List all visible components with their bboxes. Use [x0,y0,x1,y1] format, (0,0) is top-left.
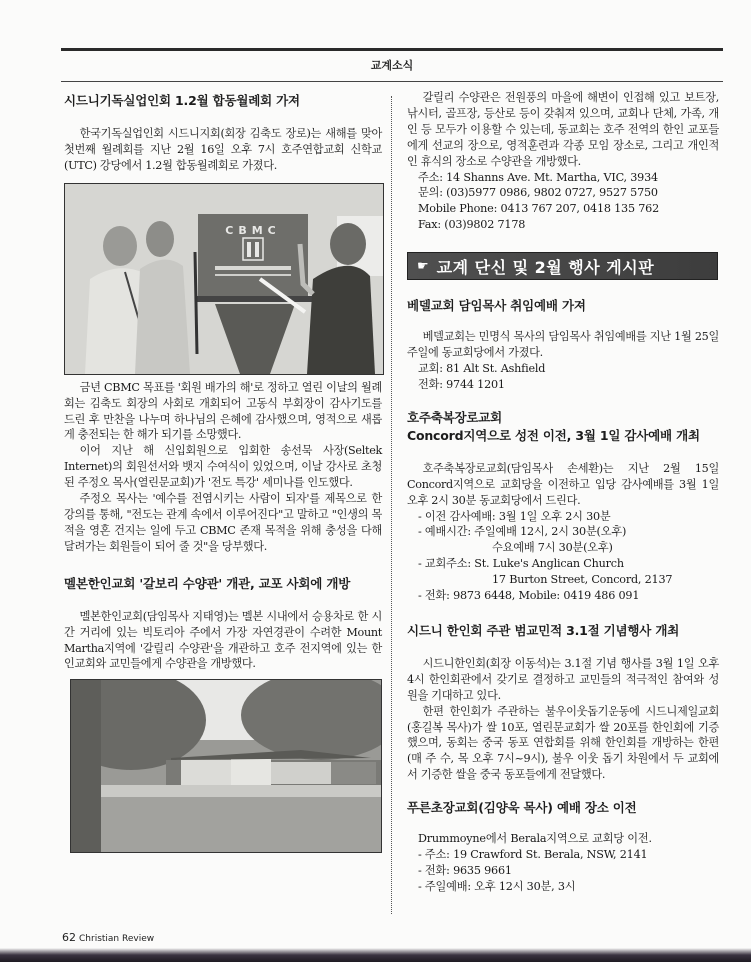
news-bethel-paragraph: 베델교회는 민명식 목사의 담임목사 취임예배를 지난 1월 25일 주일에 동교회당에서 가졌다. [407,330,719,360]
melbourne-mobile-phone: Mobile Phone: 0413 767 207, 0418 135 762 [418,202,659,216]
news-blessing-paragraph: 호주축복장로교회(담임목사 손세환)는 지난 2월 15일 Concord지역으로 교회당을 이전하고 입당 감사예배를 3월 1일 오후 2시 30분 동교회당에서 드린다. [407,461,719,507]
news-blessing-headline-line2: Concord지역으로 성전 이전, 3월 1일 감사예배 개최 [407,427,700,443]
cbmc-photo-illustration [65,184,383,374]
news-korean-society-paragraph-2: 한편 한인회가 주관하는 불우이웃돕기운동에 시드니제일교회(홍길복 목사)가 쌀 10포, 열린문교회가 쌀 20포를 한인회에 기증했으며, 동회는 중국 동포 연합회를 위해 한인회를 개방하는 한편(매 주 수, 목 오후 7시~9시), 불우 이웃 돕기 차원에서 두 교회에서 기증한 쌀을 중국 동포들에게 전달했다. [407,704,719,782]
news-bethel-headline: 베델교회 담임목사 취임예배 가져 [407,298,586,314]
blessing-info-list [407,509,719,604]
right-column [407,90,719,895]
green-pasture-relocation: Drummoyne에서 Berala지역으로 교회당 이전. [418,832,652,846]
news-korean-society-headline: 시드니 한인회 주관 범교민적 3.1절 기념행사 개최 [407,622,680,638]
green-pasture-sunday-service: - 주일예배: 오후 12시 30분, 3시 [418,879,576,893]
bethel-phone: 전화: 9744 1201 [418,377,505,391]
news-green-pasture-headline: 푸른초장교회(김양욱 목사) 예배 장소 이전 [407,800,637,816]
retreat-center-illustration [71,680,381,852]
page-footer [62,931,154,944]
article-cbmc-paragraph-3: 주정오 목사는 '예수를 전염시키는 사람이 되자'를 제목으로 한 강의를 통해, "전도는 관계 속에서 이루어진다"고 말하고 "인생의 목적을 영혼 건지는 일에 두고 CBMC 존재 목적을 위해 충성을 다해 달려가는 회원들이 되어 줄 것"을 당부했다. [64,492,382,553]
article-melbourne-lead: 멜본한인교회(담임목사 지태영)는 멜본 시내에서 승용차로 한 시간 거리에 있는 빅토리아 주에서 가장 자연경관이 수려한 Mount Martha지역에 '갈릴리 수양관'을 개관하고 호주 전지역에 있는 한인교회와 교민들에게 수양관을 개방했다. [64,609,382,671]
pointing-hand-icon: ☛ [417,258,429,274]
green-pasture-phone: - 전화: 9635 9661 [418,864,512,877]
melbourne-address: 주소: 14 Shanns Ave. Mt. Martha, VIC, 3934 [418,170,658,184]
article-cbmc-lead: 한국기독실업인회 시드니지회(회장 김축도 장로)는 새해를 맞아 첫번째 월례회를 지난 2월 16일 오후 7시 호주연합교회 신학교(UTC) 강당에서 1.2월 합동월례회로 가졌다. [64,127,382,172]
cbmc-photo [64,183,384,375]
melbourne-fax: Fax: (03)9802 7178 [418,218,526,232]
news-blessing-headline-line1: 호주축복장로교회 [407,409,503,425]
column-divider [391,96,392,914]
melbourne-inquiry-phone: 문의: (03)5977 0986, 9802 0727, 9527 5750 [418,186,658,200]
article-melbourne-continued: 갈릴리 수양관은 전원풍의 마을에 해변이 인접해 있고 보트장, 낚시터, 골프장, 등산로 등이 갖춰져 있으며, 교회나 단체, 가족, 개인 등 모두가 이용할 수 있는데, 동교회는 호주 전역의 한인 교포들에게 선교의 장으로, 영적훈련과 각종 모임 장소로, 그리고 개인적인 휴식의 장소로 수양관을 개방했다. [407,91,719,168]
article-cbmc-paragraph-1: 금년 CBMC 목표를 '회원 배가의 해'로 정하고 열린 이날의 월례회는 김축도 회장의 사회로 개회되어 고동식 부회장이 감사기도를 드린 후 만찬을 나누며 하나님의 은혜에 감사했으며, 영적으로 새롭게 충전되는 한 해가 되기를 소망했다. [64,380,382,442]
publication-name: Christian Review [79,934,155,944]
svg-text:CBMC: CBMC [225,223,281,237]
bulletin-board-banner [407,252,718,280]
news-korean-society-paragraph-1: 시드니한인회(회장 이동석)는 3.1절 기념 행사를 3월 1일 오후 4시 한인회관에서 갖기로 결정하고 교민들의 적극적인 참여와 성원을 기대하고 있다. [407,656,719,702]
left-column [64,90,382,853]
green-pasture-address: - 주소: 19 Crawford St. Berala, NSW, 2141 [418,848,648,862]
blessing-info-wednesday: 수요예배 7시 30분(오후) [492,541,613,555]
page-number: 62 [62,931,76,944]
article-cbmc-paragraph-2: 이어 지난 해 신입회원으로 입회한 송선묵 사장(Seltek Internet)의 회원선서와 뱃지 수여식이 있었으며, 이날 강사로 초청된 주정오 목사(열린문교회)가 '전도 특강' 세미나를 인도했다. [64,444,382,490]
blessing-info-worship-times: - 예배시간: 주일예배 12시, 2시 30분(오후) [418,525,627,539]
blessing-info-address: - 교회주소: St. Luke's Anglican Church [418,557,624,571]
retreat-center-photo [70,679,382,853]
blessing-info-service: - 이전 감사예배: 3월 1일 오후 2시 30분 [418,509,611,523]
sub-rule [61,81,723,82]
article-melbourne-headline: 멜본한인교회 '갈보리 수양관' 개관, 교포 사회에 개방 [64,575,351,591]
page-bottom-edge [0,948,751,962]
article-cbmc-headline: 시드니기독실업인회 1.2월 합동월례회 가져 [64,93,300,108]
bulletin-board-title: 교계 단신 및 2월 행사 게시판 [436,257,655,277]
blessing-info-street: 17 Burton Street, Concord, 2137 [492,573,673,587]
section-label: 교계소식 [370,59,414,72]
blessing-info-phone: - 전화: 9873 6448, Mobile: 0419 486 091 [418,589,640,603]
bethel-church-address: 교회: 81 Alt St. Ashfield [418,361,546,375]
